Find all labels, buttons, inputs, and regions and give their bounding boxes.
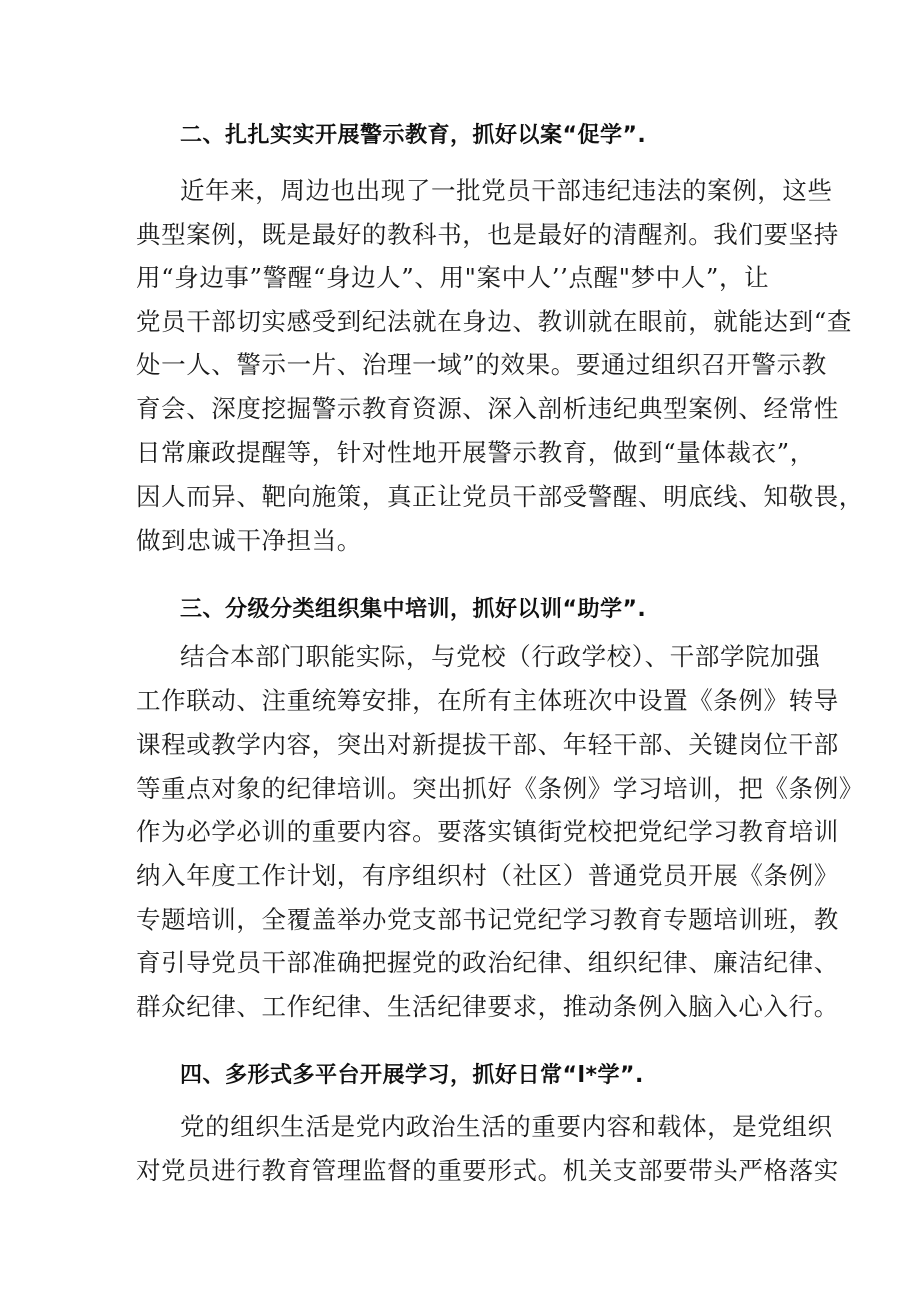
paragraph-line: 群众纪律、工作纪律、生活纪律要求，推动条例入脑入心入行。 (136, 992, 839, 1021)
paragraph-line: 处一人、警示一片、治理一域”的效果。要通过组织召开警示教 (136, 350, 827, 379)
paragraph-line: 党员干部切实感受到纪法就在身边、教训就在眼前，就能达到“查 (136, 307, 852, 336)
paragraph-line: 结合本部门职能实际，与党校（行政学校）、干部学院加强 (180, 642, 821, 671)
paragraph-line: 课程或教学内容，突出对新提拔干部、年轻干部、关键岗位干部 (136, 730, 839, 759)
paragraph-line: 用“身边事”警醒“身边人”、用"案中人’’点醒"梦中人”，让 (136, 263, 770, 292)
section-heading-4: 四、多形式多平台开展学习，抓好日常“l*学”. (180, 1063, 644, 1088)
section-heading-3: 三、分级分类组织集中培训，抓好以训“助学”. (180, 597, 647, 622)
paragraph-line: 工作联动、注重统筹安排，在所有主体班次中设置《条例》转导 (136, 686, 839, 715)
paragraph-line: 纳入年度工作计划，有序组织村（社区）普通党员开展《条例》 (136, 861, 839, 890)
paragraph-line: 日常廉政提醒等，针对性地开展警示教育，做到“量体裁衣”， (136, 438, 815, 467)
paragraph-line: 因人而异、靶向施策，真正让党员干部受警醒、明底线、知敬畏， (136, 482, 864, 511)
paragraph-line: 等重点对象的纪律培训。突出抓好《条例》学习培训，把《条例》 (136, 774, 864, 803)
paragraph-line: 对党员进行教育管理监督的重要形式。机关支部要带头严格落实 (136, 1156, 839, 1185)
paragraph-line: 专题培训，全覆盖举办党支部书记党纪学习教育专题培训班，教 (136, 905, 839, 934)
paragraph-line: 典型案例，既是最好的教科书，也是最好的清醒剂。我们要坚持 (136, 220, 839, 249)
paragraph-line: 做到忠诚干净担当。 (136, 526, 362, 555)
paragraph-line: 育会、深度挖掘警示教育资源、深入剖析违纪典型案例、经常性 (136, 394, 839, 423)
paragraph-line: 党的组织生活是党内政治生活的重要内容和载体，是党组织 (180, 1112, 833, 1141)
section-heading-2: 二、扎扎实实开展警示教育，抓好以案“促学”. (180, 123, 647, 148)
paragraph-line: 近年来，周边也出现了一批党员干部违纪违法的案例，这些 (180, 176, 833, 205)
paragraph-line: 作为必学必训的重要内容。要落实镇街党校把党纪学习教育培训 (136, 817, 839, 846)
paragraph-line: 育引导党员干部准确把握党的政治纪律、组织纪律、廉洁纪律、 (136, 948, 839, 977)
